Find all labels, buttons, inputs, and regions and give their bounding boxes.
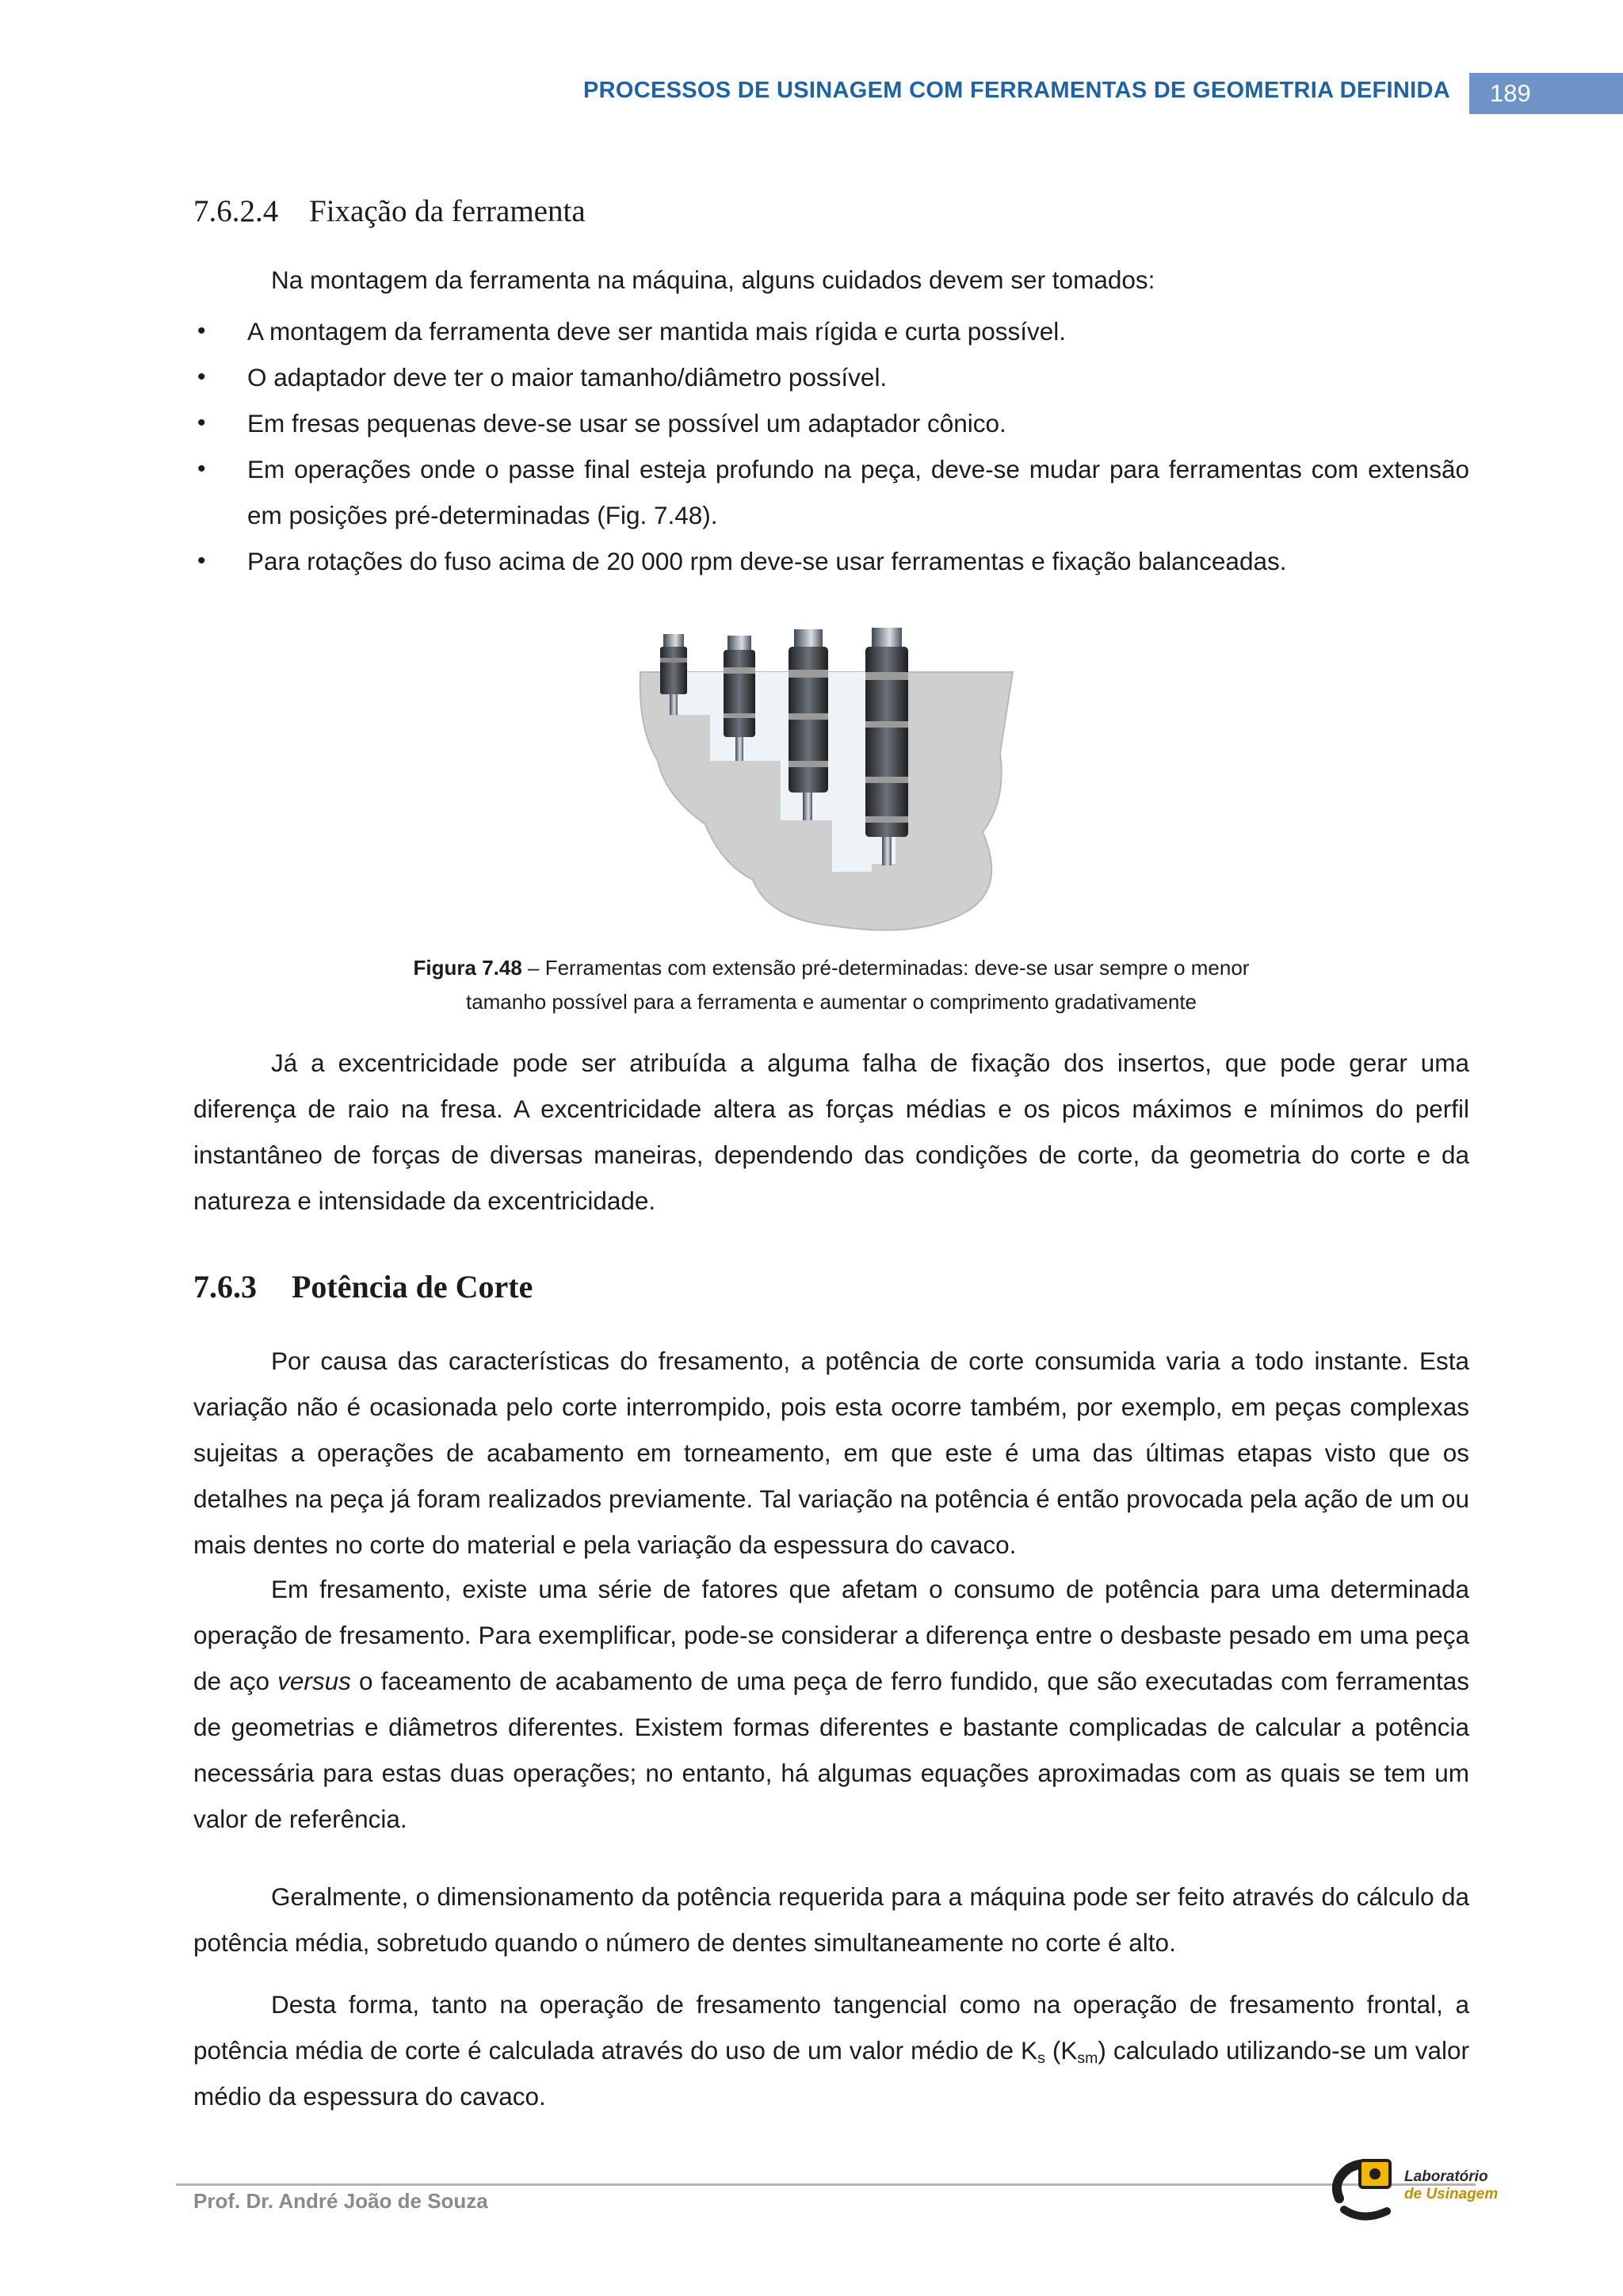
- list-item-text: Para rotações do fuso acima de 20 000 rpm deve-se usar ferramentas e fixação balanceadas.: [247, 547, 1287, 575]
- list-item-text: Em operações onde o passe final esteja profundo na peça, deve-se mudar para ferramentas com extensão em posições pré-determinadas (Fig. 7.48).: [247, 455, 1469, 529]
- logo-line-2: de Usinagem: [1404, 2186, 1499, 2202]
- ks-subscript: s: [1037, 2049, 1045, 2067]
- figure-caption: [193, 951, 1469, 1019]
- potencia-paragraph-2: [193, 1566, 1469, 1842]
- excentricidade-paragraph: Já a excentricidade pode ser atribuída a alguma falha de fixação dos insertos, que pode gerar uma diferença de raio na fresa. A excentricidade altera as forças médias e os picos máximos e mínimos do perfil instantâneo de forças de diversas maneiras, dependendo das condições de corte, da geometria do corte e da natureza e intensidade da excentricidade.: [193, 1049, 1469, 1215]
- ksm-subscript: sm: [1077, 2049, 1098, 2067]
- section-title: Potência de Corte: [292, 1269, 533, 1305]
- caption-text-1: – Ferramentas com extensão pré-determinadas: deve-se usar sempre o menor: [521, 956, 1250, 980]
- list-item: [193, 538, 1469, 584]
- bullet-icon: •: [197, 456, 206, 482]
- list-item-text: Em fresas pequenas deve-se usar se possível um adaptador cônico.: [247, 409, 1006, 437]
- footer-divider: [176, 2183, 1476, 2186]
- lab-logo-icon: [1328, 2149, 1404, 2229]
- section-title: Fixação da ferramenta: [309, 194, 586, 228]
- bullet-icon: •: [197, 318, 206, 344]
- section-number: 7.6.2.4: [193, 194, 279, 228]
- potencia-paragraph-4: [193, 1981, 1469, 2119]
- potencia-paragraph-3: Geralmente, o dimensionamento da potência requerida para a máquina pode ser feito através do cálculo da potência média, sobretudo quando o número de dentes simultaneamente no corte é alto.: [193, 1882, 1469, 1957]
- p2-text-a: Em fresamento, existe uma série de fatores que afetam o consumo de potência para uma determinada operação de fresamento. Para exemplificar, pode-se considerar a diferença entre o desbaste pesado em uma peça de aço: [193, 1575, 1469, 1695]
- list-item: [193, 354, 1469, 400]
- p4-text-b: (K: [1044, 2036, 1078, 2065]
- logo-line-1: Laboratório: [1404, 2168, 1488, 2185]
- section-number: 7.6.3: [193, 1269, 257, 1305]
- section-heading-fixacao: [193, 193, 586, 229]
- caption-line-1: [193, 951, 1469, 985]
- figure-label: Figura 7.48: [413, 956, 522, 980]
- potencia-paragraph-1: Por causa das características do fresamento, a potência de corte consumida varia a todo instante. Esta variação não é ocasionada pelo corte interrompido, pois esta ocorre também, por exemplo, em peças complexas sujeitas a operações de acabamento em torneamento, em que este é uma das últimas etapas visto que os detalhes na peça já foram realizados previamente. Tal variação na potência é então provocada pela ação de um ou mais dentes no corte do material e pela variação da espessura do cavaco.: [193, 1347, 1469, 1559]
- list-item: [193, 446, 1469, 538]
- p2-text-b: o faceamento de acabamento de uma peça de ferro fundido, que são executadas com ferramentas de geometrias e diâmetros diferentes. Existem formas diferentes e bastante complicadas de calcular a potência necessária para estas duas operações; no entanto, há algumas equações aproximadas com as quais se tem um valor de referência.: [193, 1667, 1469, 1833]
- running-header-title: PROCESSOS DE USINAGEM COM FERRAMENTAS DE GEOMETRIA DEFINIDA: [583, 78, 1450, 103]
- tool-3: [789, 629, 828, 820]
- footer-author: Prof. Dr. André João de Souza: [193, 2189, 488, 2213]
- tool-4: [865, 628, 908, 865]
- bullet-icon: •: [197, 364, 206, 390]
- list-item: [193, 308, 1469, 354]
- p2-italic: versus: [277, 1667, 351, 1695]
- intro-paragraph: Na montagem da ferramenta na máquina, alguns cuidados devem ser tomados:: [271, 266, 1155, 294]
- bullet-icon: •: [197, 548, 206, 574]
- page-number: 189: [1469, 73, 1623, 114]
- care-list: [193, 308, 1469, 584]
- lab-logo: [1328, 2149, 1499, 2229]
- list-item-text: A montagem da ferramenta deve ser mantida mais rígida e curta possível.: [247, 317, 1067, 346]
- tool-extension-illustration: [634, 626, 1022, 935]
- section-heading-potencia: [193, 1268, 533, 1305]
- list-item-text: O adaptador deve ter o maior tamanho/diâmetro possível.: [247, 363, 888, 392]
- p4-text-c: ) calculado utilizando-se um valor médio da espessura do cavaco.: [193, 2036, 1469, 2111]
- caption-line-2: tamanho possível para a ferramenta e aumentar o comprimento gradativamente: [465, 990, 1197, 1014]
- list-item: [193, 400, 1469, 446]
- bullet-icon: •: [197, 410, 206, 436]
- p4-text-a: Desta forma, tanto na operação de fresamento tangencial como na operação de fresamento frontal, a potência média de corte é calculada através do uso de um valor médio de K: [193, 1990, 1469, 2065]
- lab-logo-text: [1404, 2168, 1498, 2203]
